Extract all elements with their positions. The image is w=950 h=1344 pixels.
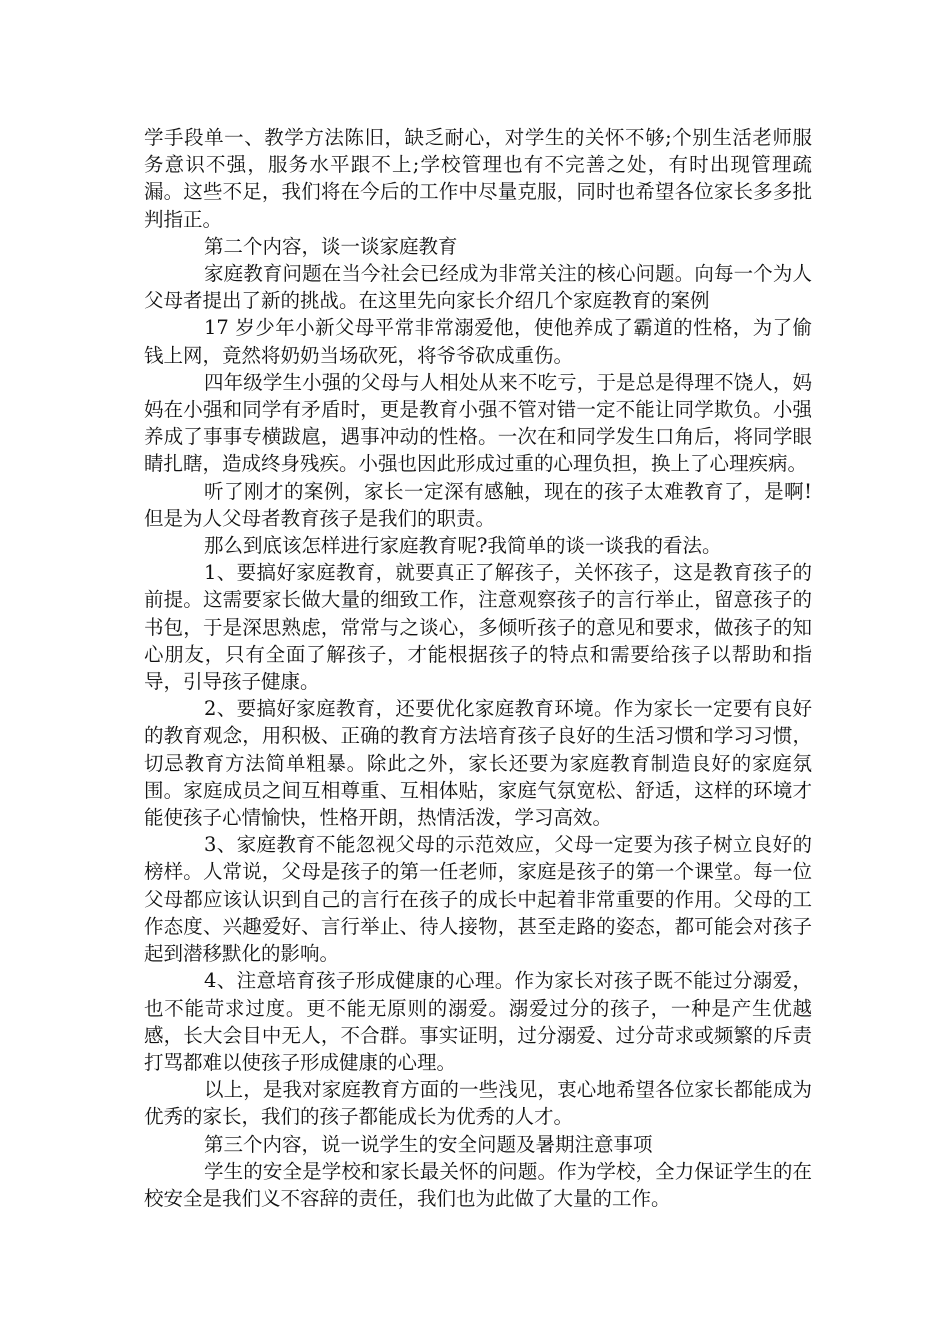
section-heading-family-education: 第二个内容，谈一谈家庭教育: [204, 234, 458, 258]
paragraph: 17 岁少年小新父母平常非常溺爱他，使他养成了霸道的性格，为了偷钱上网，竟然将奶奶当场砍死，将爷爷砍成重伤。: [144, 316, 812, 367]
paragraph: 那么到底该怎样进行家庭教育呢?我简单的谈一谈我的看法。: [204, 534, 722, 558]
list-item-point-4: 4、注意培育孩子形成健康的心理。作为家长对孩子既不能过分溺爱，也不能苛求过度。更不能无原则的溺爱。溺爱过分的孩子，一种是产生优越感，长大会目中无人，不合群。事实证明，过分溺爱、过分苛求或频繁的斥责打骂都难以使孩子形成健康的心理。: [144, 969, 812, 1074]
paragraph: 以上，是我对家庭教育方面的一些浅见，衷心地希望各位家长都能成为优秀的家长，我们的孩子都能成长为优秀的人才。: [144, 1078, 812, 1129]
paragraph-continued: 学手段单一、教学方法陈旧，缺乏耐心，对学生的关怀不够;个别生活老师服务意识不强，服务水平跟不上;学校管理也有不完善之处，有时出现管理疏漏。这些不足，我们将在今后的工作中尽量克服，同时也希望各位家长多多批判指正。: [144, 126, 812, 231]
paragraph: 听了刚才的案例，家长一定深有感触，现在的孩子太难教育了，是啊!但是为人父母者教育孩子是我们的职责。: [144, 479, 812, 530]
paragraph: 学生的安全是学校和家长最关怀的问题。作为学校，全力保证学生的在校安全是我们义不容辞的责任，我们也为此做了大量的工作。: [144, 1159, 812, 1210]
section-heading-safety: 第三个内容，说一说学生的安全问题及暑期注意事项: [204, 1132, 653, 1156]
paragraph: 四年级学生小强的父母与人相处从来不吃亏，于是总是得理不饶人，妈妈在小强和同学有矛盾时，更是教育小强不管对错一定不能让同学欺负。小强养成了事事专横跋扈，遇事冲动的性格。一次在和同学发生口角后，将同学眼睛扎瞎，造成终身残疾。小强也因此形成过重的心理负担，换上了心理疾病。: [144, 370, 812, 476]
document-body: [144, 124, 812, 1212]
list-item-point-1: 1、要搞好家庭教育，就要真正了解孩子，关怀孩子，这是教育孩子的前提。这需要家长做大量的细致工作，注意观察孩子的言行举止，留意孩子的书包，于是深思熟虑，常常与之谈心，多倾听孩子的意见和要求，做孩子的知心朋友，只有全面了解孩子，才能根据孩子的特点和需要给孩子以帮助和指导，引导孩子健康。: [144, 561, 812, 694]
paragraph: 家庭教育问题在当今社会已经成为非常关注的核心问题。向每一个为人父母者提出了新的挑战。在这里先向家长介绍几个家庭教育的案例: [144, 262, 812, 313]
list-item-point-2: 2、要搞好家庭教育，还要优化家庭教育环境。作为家长一定要有良好的教育观念，用积极、正确的教育方法培育孩子良好的生活习惯和学习习惯，切忌教育方法简单粗暴。除此之外，家长还要为家庭教育制造良好的家庭氛围。家庭成员之间互相尊重、互相体贴，家庭气氛宽松、舒适，这样的环境才能使孩子心情愉快，性格开朗，热情活泼，学习高效。: [144, 697, 812, 830]
list-item-point-3: 3、家庭教育不能忽视父母的示范效应，父母一定要为孩子树立良好的榜样。人常说，父母是孩子的第一任老师，家庭是孩子的第一个课堂。每一位父母都应该认识到自己的言行在孩子的成长中起着非常重要的作用。父母的工作态度、兴趣爱好、言行举止、待人接物，甚至走路的姿态，都可能会对孩子起到潜移默化的影响。: [144, 833, 812, 966]
